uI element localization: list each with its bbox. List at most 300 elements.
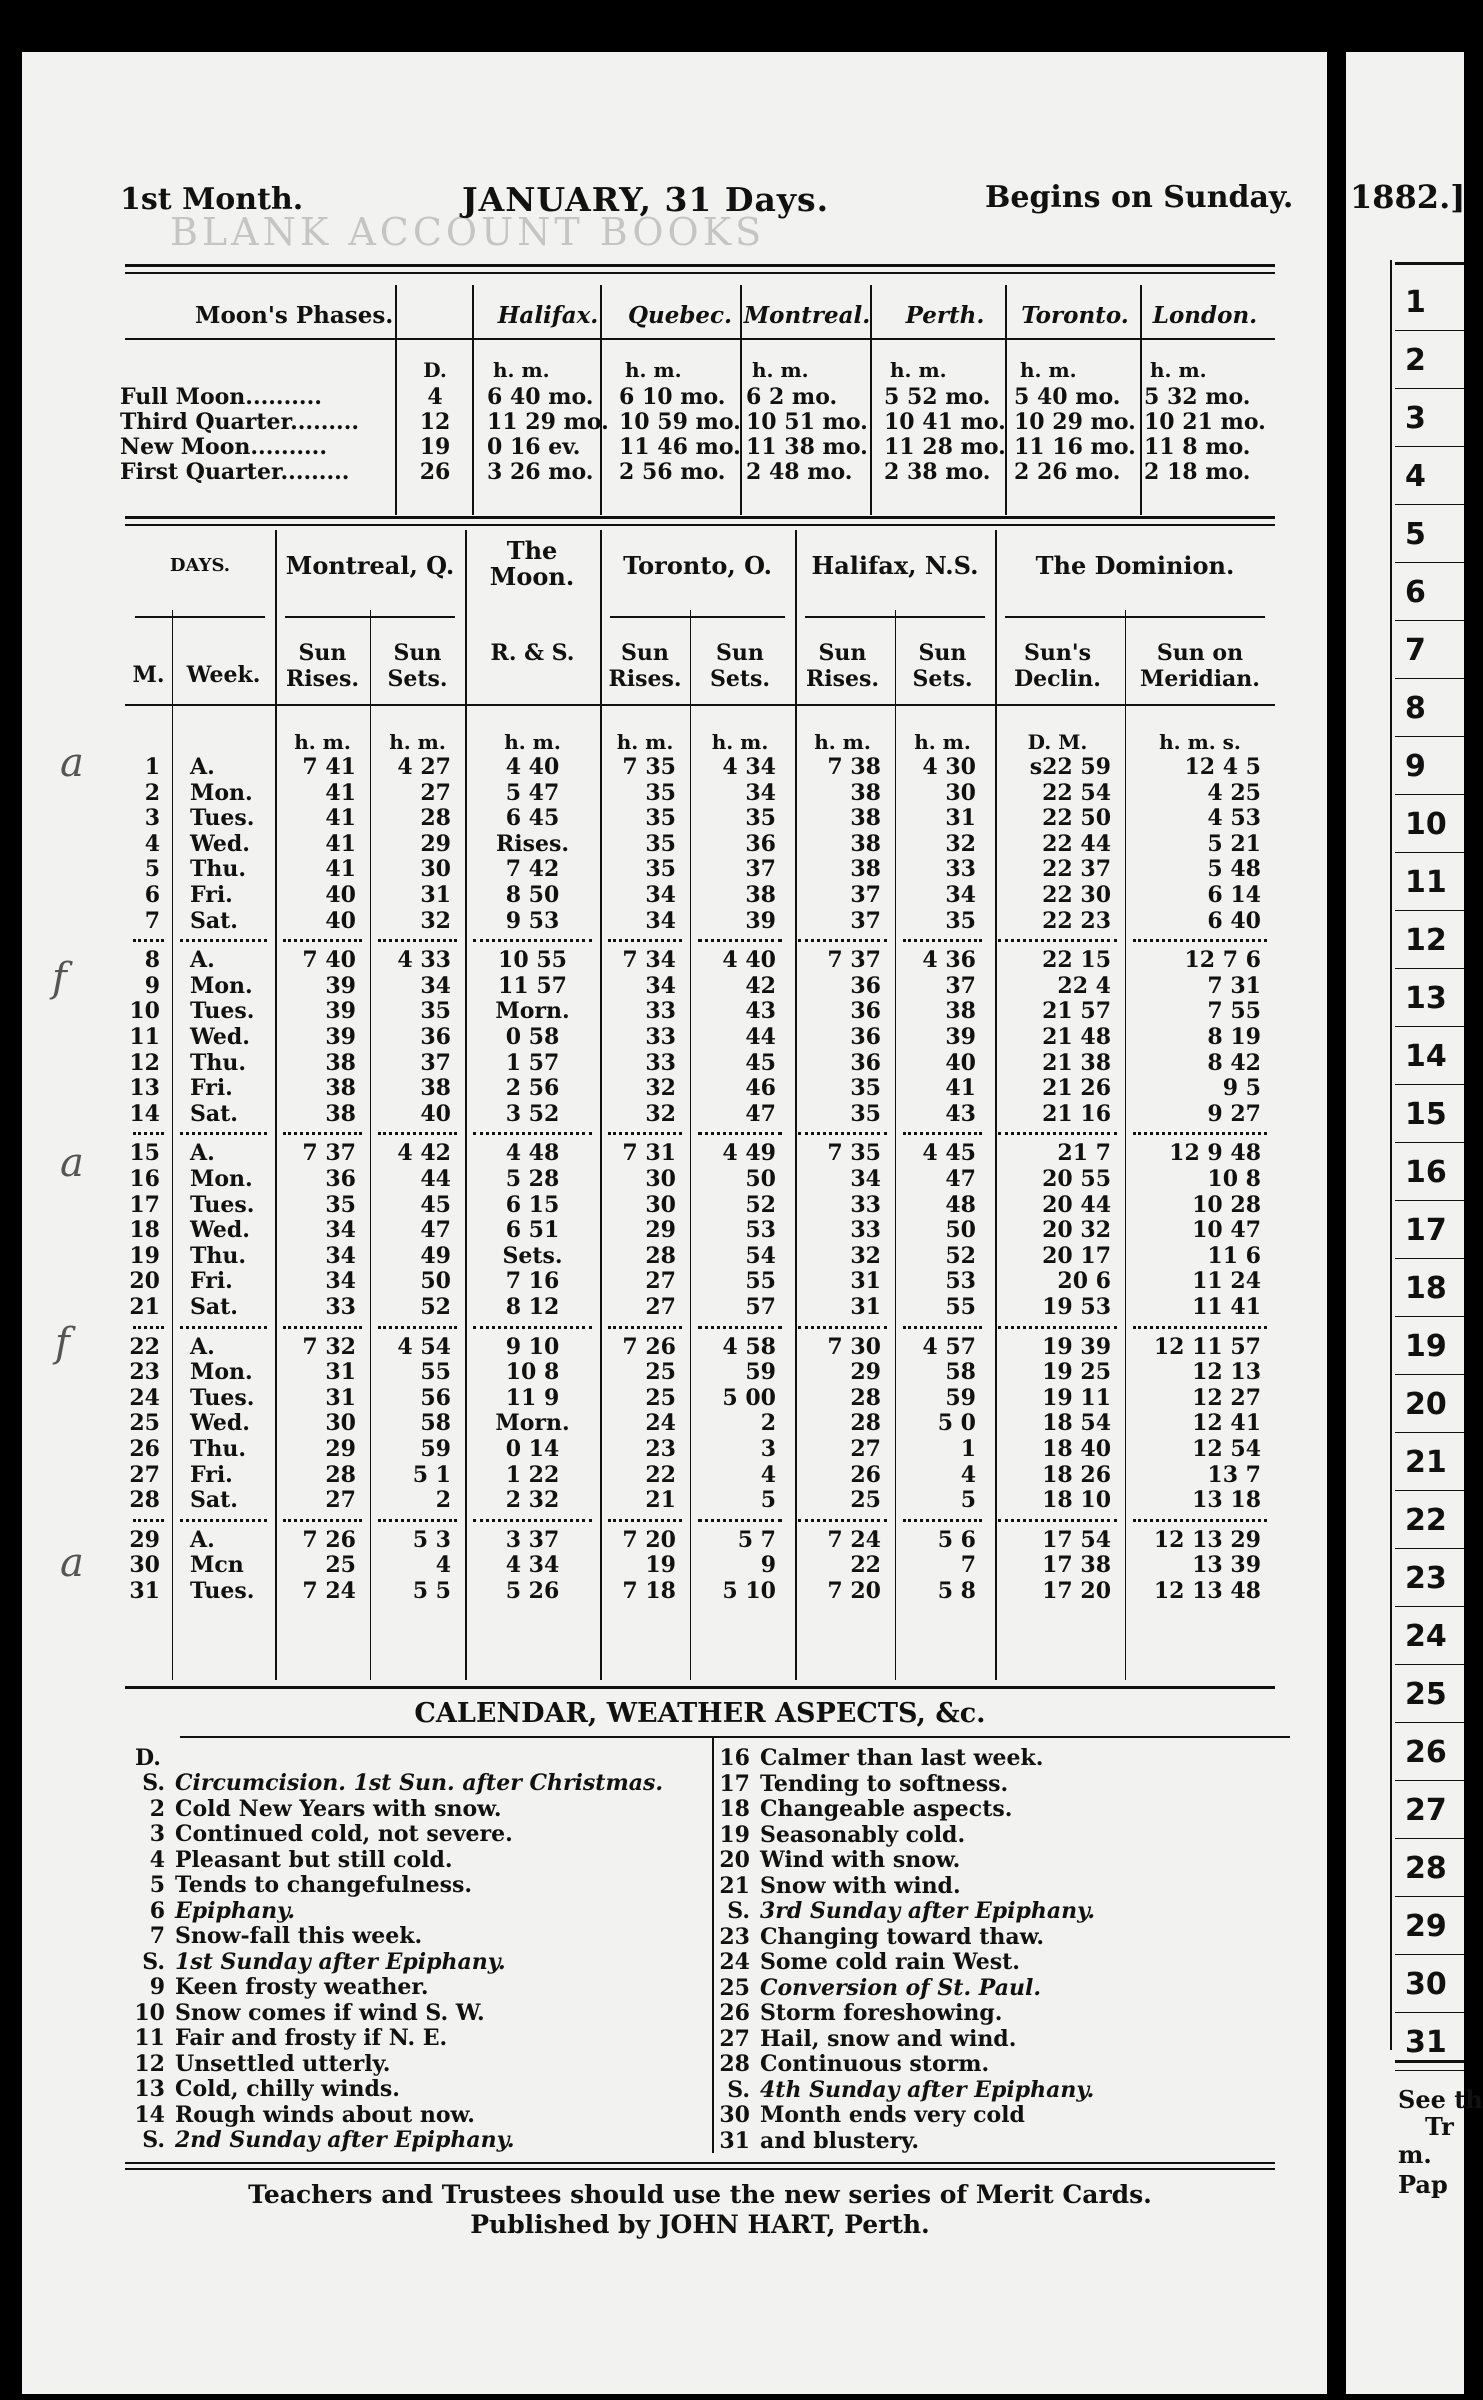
table-cell: 7 31 (622, 1140, 676, 1167)
table-cell: 33 (945, 856, 976, 883)
calendar-entry: Circumcision. 1st Sun. after Christmas. (175, 1770, 664, 1796)
week-separator (798, 939, 887, 942)
calendar-entry: Cold New Years with snow. (175, 1795, 502, 1822)
table-cell: 24 (645, 1410, 676, 1437)
week-separator (378, 939, 457, 942)
week-separator (798, 1519, 887, 1522)
table-cell: 19 25 (1042, 1359, 1111, 1386)
table-cell: 41 (325, 830, 356, 857)
strip-row-rule (1395, 1838, 1464, 1839)
table-cell: 4 33 (397, 947, 451, 974)
calendar-day-number: 23 (719, 1923, 750, 1950)
table-cell: 7 26 (622, 1333, 676, 1360)
strip-day-number: 6 (1405, 575, 1426, 610)
table-cell: 11 9 (505, 1384, 560, 1411)
table-cell: 19 11 (1042, 1384, 1111, 1411)
strip-day-number: 9 (1405, 749, 1426, 784)
calendar-day-number: S. (727, 1898, 750, 1924)
table-cell: 5 (144, 856, 160, 883)
table-cell: Fri. (190, 1268, 233, 1295)
table-cell: 29 (325, 1436, 356, 1462)
phase-day: 4 (427, 384, 443, 410)
table-cell: 9 (760, 1552, 776, 1579)
table-cell: 35 (325, 1191, 356, 1218)
table-cell: 38 (420, 1075, 451, 1102)
table-cell: 20 6 (1057, 1268, 1111, 1295)
table-cell: 5 6 (937, 1526, 976, 1553)
week-separator (473, 1326, 592, 1329)
week-separator (133, 1326, 164, 1329)
week-separator (378, 1132, 457, 1135)
table-cell: 4 42 (397, 1140, 451, 1167)
table-cell: 22 (129, 1333, 160, 1360)
table-cell: 41 (325, 856, 356, 883)
table-cell: 36 (850, 998, 881, 1025)
table-cell: 39 (325, 998, 356, 1025)
phase-day: 26 (419, 459, 451, 485)
table-cell: 34 (850, 1166, 881, 1192)
bleed-through-text: BLANK ACCOUNT BOOKS (170, 210, 766, 254)
table-cell: Thu. (190, 1436, 247, 1462)
calendar-day-number: 30 (719, 2102, 750, 2128)
phase-time: 11 28 mo. (884, 434, 1006, 460)
city-header: Perth. (905, 302, 985, 329)
table-cell: 27 (645, 1294, 676, 1320)
table-cell: 19 39 (1042, 1333, 1111, 1360)
calendar-day-number: 11 (134, 2025, 165, 2051)
strip-row-rule (1395, 388, 1464, 389)
table-cell: 40 (325, 882, 356, 908)
phase-time: 6 40 mo. (487, 384, 594, 410)
table-cell: 13 18 (1192, 1487, 1261, 1514)
table-cell: Tues. (190, 1191, 255, 1218)
table-cell: 22 4 (1057, 972, 1111, 999)
table-cell: 32 (645, 1075, 676, 1102)
strip-day-number: 27 (1405, 1793, 1447, 1828)
table-cell: 35 (420, 998, 451, 1025)
table-cell: 33 (850, 1217, 881, 1244)
unit-label: h. m. (389, 730, 446, 754)
table-cell: 10 8 (1207, 1166, 1261, 1192)
calendar-day-number: 19 (719, 1821, 750, 1848)
table-cell: Thu. (190, 1049, 247, 1076)
calendar-entry: Snow with wind. (760, 1872, 961, 1899)
table-cell: A. (190, 754, 215, 780)
table-cell: 33 (645, 1024, 676, 1050)
strip-day-number: 23 (1405, 1561, 1447, 1596)
table-cell: 44 (745, 1024, 776, 1050)
table-cell: 22 50 (1042, 805, 1111, 832)
group-underline (805, 616, 985, 618)
calendar-entry: Wind with snow. (760, 1847, 961, 1873)
strip-row-rule (1395, 1142, 1464, 1143)
strip-day-number: 3 (1405, 401, 1426, 436)
strip-row-rule (1395, 446, 1464, 447)
week-separator (133, 1519, 164, 1522)
table-cell: 59 (745, 1359, 776, 1386)
table-cell: 45 (420, 1191, 451, 1218)
table-cell: 20 32 (1042, 1217, 1111, 1244)
table-cell: 38 (945, 998, 976, 1025)
week-separator (1133, 1132, 1267, 1135)
unit-label: h. m. (504, 730, 561, 754)
table-group-header: Montreal, Q. (285, 551, 455, 580)
table-cell: 31 (129, 1578, 160, 1604)
table-cell: 15 (129, 1140, 160, 1167)
strip-day-number: 30 (1405, 1967, 1447, 2002)
calendar-day-number: S. (142, 1770, 165, 1796)
table-cell: 29 (129, 1526, 160, 1553)
column-header-rule (125, 704, 1275, 706)
week-separator (180, 1326, 267, 1329)
strip-row-rule (1395, 1896, 1464, 1897)
table-cell: Sat. (190, 1100, 238, 1127)
strip-row-rule (1395, 1548, 1464, 1549)
city-header: Toronto. (1021, 302, 1129, 329)
strip-day-number: 17 (1405, 1213, 1447, 1248)
calendar-entry: Rough winds about now. (175, 2101, 475, 2128)
week-separator (1133, 939, 1267, 942)
table-cell: 7 42 (505, 856, 560, 883)
table-cell: Tues. (190, 1384, 255, 1411)
strip-row-rule (1395, 736, 1464, 737)
table-group-header: Halifax, N.S. (811, 551, 979, 580)
calendar-day-number: 18 (719, 1796, 750, 1822)
month-number-label: 1st Month. (120, 182, 304, 217)
table-cell: Mon. (190, 1166, 253, 1192)
week-separator (283, 1519, 362, 1522)
table-cell: 4 25 (1207, 779, 1261, 806)
strip-row-rule (1395, 910, 1464, 911)
table-cell: 7 37 (302, 1140, 356, 1167)
table-cell: 52 (420, 1294, 451, 1320)
table-cell: Mon. (190, 972, 253, 999)
table-cell: 10 47 (1192, 1217, 1261, 1244)
table-cell: 55 (745, 1268, 776, 1295)
moon-phases-heading: Moon's Phases. (195, 302, 394, 329)
table-cell: 12 9 48 (1169, 1140, 1261, 1167)
calendar-day-number: 25 (719, 1974, 750, 2001)
table-cell: 9 10 (505, 1333, 560, 1360)
hm-label: h. m. (1150, 358, 1207, 382)
table-cell: 40 (945, 1049, 976, 1076)
table-cell: 38 (850, 805, 881, 832)
table-cell: 4 (435, 1552, 451, 1579)
strip-row-rule (1395, 1258, 1464, 1259)
city-header: Montreal. (743, 302, 871, 329)
city-header: London. (1152, 302, 1258, 329)
strip-day-number: 24 (1405, 1619, 1447, 1654)
column-header: Sun Rises. (608, 640, 682, 692)
table-cell: 22 23 (1042, 907, 1111, 934)
strip-row-rule (1395, 620, 1464, 621)
table-cell: 39 (945, 1024, 976, 1050)
strip-row-rule (1395, 1200, 1464, 1201)
calendar-entry: Some cold rain West. (760, 1949, 1020, 1975)
table-cell: Sets. (502, 1242, 563, 1269)
strip-row-rule (1395, 794, 1464, 795)
table-cell: 31 (420, 882, 451, 908)
strip-day-number: 4 (1405, 459, 1426, 494)
week-separator (903, 1326, 982, 1329)
table-cell: 56 (420, 1384, 451, 1411)
table-cell: 30 (645, 1166, 676, 1192)
strip-day-number: 15 (1405, 1097, 1447, 1132)
phase-time: 5 40 mo. (1014, 384, 1121, 410)
table-cell: 59 (945, 1384, 976, 1411)
calendar-heading-rule (180, 1736, 1290, 1738)
table-cell: Sat. (190, 1487, 238, 1514)
table-cell: 4 (960, 1461, 976, 1488)
table-cell: 5 47 (505, 779, 560, 806)
table-cell: 27 (420, 779, 451, 806)
table-cell: 7 55 (1207, 998, 1261, 1025)
hm-label: h. m. (493, 358, 550, 382)
table-cell: 35 (850, 1100, 881, 1127)
table-cell: 38 (850, 830, 881, 857)
table-cell: 37 (745, 856, 776, 883)
table-cell: 34 (745, 779, 776, 806)
unit-label: h. m. (294, 730, 351, 754)
table-cell: 36 (850, 972, 881, 999)
calendar-entry: Changing toward thaw. (760, 1923, 1044, 1950)
table-cell: 5 00 (722, 1384, 776, 1411)
table-cell: 12 13 (1192, 1359, 1261, 1386)
table-cell: 46 (745, 1075, 776, 1102)
table-cell: 8 (144, 947, 160, 974)
table-cell: s22 59 (1029, 754, 1111, 780)
strip-row-rule (1395, 1722, 1464, 1723)
strip-day-number: 25 (1405, 1677, 1447, 1712)
page-title: JANUARY, 31 Days. (462, 180, 830, 219)
unit-label: h. m. (914, 730, 971, 754)
phase-time: 0 16 ev. (487, 434, 581, 460)
column-header: Week. (186, 662, 261, 688)
calendar-day-number: 4 (149, 1846, 165, 1873)
table-cell: 31 (325, 1384, 356, 1411)
calendar-day-number: 21 (719, 1872, 750, 1899)
strip-day-number: 11 (1405, 865, 1447, 900)
table-cell: 12 54 (1192, 1436, 1261, 1462)
table-cell: 11 57 (498, 972, 567, 999)
begins-on-label: Begins on Sunday. (985, 180, 1294, 215)
table-cell: 27 (645, 1268, 676, 1295)
strip-row-rule (1395, 852, 1464, 853)
strip-day-number: 13 (1405, 981, 1447, 1016)
phase-time: 11 8 mo. (1144, 434, 1251, 460)
table-cell: 16 (129, 1166, 160, 1192)
week-separator (133, 939, 164, 942)
table-cell: 28 (645, 1242, 676, 1269)
week-separator (1133, 1326, 1267, 1329)
strip-rule (1390, 260, 1392, 2050)
table-cell: 19 53 (1042, 1294, 1111, 1320)
table-cell: 0 14 (505, 1436, 560, 1462)
table-cell: 34 (420, 972, 451, 999)
table-cell: 39 (325, 1024, 356, 1050)
table-cell: 5 48 (1207, 856, 1261, 883)
table-cell: 5 7 (737, 1526, 776, 1553)
phases-header-rule (125, 338, 1275, 340)
calendar-day-number: 7 (149, 1923, 165, 1949)
week-separator (798, 1326, 887, 1329)
calendar-entry: Cold, chilly winds. (175, 2076, 400, 2102)
top-rule (125, 264, 1275, 267)
table-cell: 22 54 (1042, 779, 1111, 806)
phase-time: 2 48 mo. (746, 459, 853, 485)
column-header: Sun Sets. (709, 640, 771, 692)
phase-time: 6 2 mo. (746, 384, 838, 410)
week-separator (283, 1326, 362, 1329)
strip-note: m. (1398, 2140, 1432, 2169)
table-cell: 33 (645, 1049, 676, 1076)
week-separator (998, 1519, 1117, 1522)
table-cell: 19 (129, 1242, 160, 1269)
strip-day-number: 22 (1405, 1503, 1447, 1538)
strip-day-number: 1 (1405, 285, 1426, 320)
calendar-day-number: 31 (719, 2127, 750, 2154)
table-cell: 47 (745, 1100, 776, 1127)
strip-row-rule (1395, 330, 1464, 331)
table-cell: 4 53 (1207, 805, 1261, 832)
table-cell: 17 20 (1042, 1578, 1111, 1604)
table-cell: 20 17 (1042, 1242, 1111, 1269)
strip-day-number: 10 (1405, 807, 1447, 842)
table-cell: 9 5 (1222, 1075, 1261, 1102)
week-separator (608, 939, 682, 942)
table-cell: Tues. (190, 1578, 255, 1604)
strip-day-number: 31 (1405, 2025, 1447, 2060)
table-cell: 44 (420, 1166, 451, 1192)
week-separator (698, 939, 782, 942)
table-cell: 9 53 (505, 907, 560, 934)
table-cell: 4 48 (505, 1140, 560, 1167)
calendar-day-number: 24 (719, 1949, 750, 1975)
phase-name: New Moon.......... (120, 434, 327, 460)
phase-time: 3 26 mo. (487, 459, 594, 485)
table-cell: 25 (850, 1487, 881, 1514)
week-separator (378, 1519, 457, 1522)
unit-label: h. m. (814, 730, 871, 754)
table-cell: 9 (144, 972, 160, 999)
table-cell: 8 42 (1207, 1049, 1261, 1076)
table-cell: 5 5 (412, 1578, 451, 1604)
table-cell: 11 41 (1192, 1294, 1261, 1320)
table-cell: 35 (850, 1075, 881, 1102)
calendar-entry: Tends to changefulness. (175, 1872, 473, 1898)
phase-time: 2 26 mo. (1014, 459, 1121, 485)
calendar-day-number: 26 (719, 2000, 750, 2026)
table-cell: 4 58 (722, 1333, 776, 1360)
table-cell: 4 45 (922, 1140, 976, 1167)
week-separator (998, 1326, 1117, 1329)
strip-day-number: 20 (1405, 1387, 1447, 1422)
table-cell: 37 (850, 882, 881, 908)
table-cell: 34 (645, 907, 676, 934)
strip-note: Tr (1425, 2112, 1454, 2141)
table-cell: 5 0 (937, 1410, 976, 1437)
week-separator (608, 1326, 682, 1329)
table-group-header: Toronto, O. (623, 551, 772, 580)
column-header: R. & S. (490, 640, 575, 666)
strip-row-rule (1395, 2070, 1464, 2071)
phase-name: Full Moon.......... (120, 384, 322, 410)
strip-row-rule (1395, 678, 1464, 679)
table-cell: 26 (129, 1436, 160, 1462)
margin-mark: a (60, 1140, 84, 1186)
strip-row-rule (1395, 1432, 1464, 1433)
table-cell: 40 (420, 1100, 451, 1127)
week-separator (473, 939, 592, 942)
table-cell: 58 (945, 1359, 976, 1386)
table-cell: 14 (129, 1100, 160, 1127)
table-cell: 35 (945, 907, 976, 934)
calendar-day-number: 3 (149, 1821, 165, 1847)
calendar-entry: Unsettled utterly. (175, 2050, 391, 2077)
hm-label: h. m. (890, 358, 947, 382)
table-cell: 30 (129, 1552, 160, 1579)
table-cell: 11 24 (1192, 1268, 1261, 1295)
table-cell: 21 57 (1042, 998, 1111, 1025)
table-cell: 4 30 (922, 754, 976, 780)
table-cell: 55 (420, 1359, 451, 1386)
table-cell: 4 (760, 1461, 776, 1488)
table-cell: 17 54 (1042, 1526, 1111, 1553)
calendar-day-number: 14 (134, 2101, 165, 2128)
city-header: Quebec. (627, 302, 733, 329)
table-cell: 18 10 (1042, 1487, 1111, 1514)
calendar-entry: Conversion of St. Paul. (760, 1974, 1042, 2001)
strip-row-rule (1395, 1490, 1464, 1491)
table-cell: 24 (129, 1384, 160, 1411)
table-cell: 10 (129, 998, 160, 1025)
calendar-day-label: D. (135, 1745, 161, 1771)
phase-name: Third Quarter......... (120, 409, 360, 435)
table-cell: 33 (850, 1191, 881, 1218)
table-cell: 10 8 (505, 1359, 560, 1386)
table-cell: 10 55 (498, 947, 567, 974)
table-cell: 25 (645, 1384, 676, 1411)
table-cell: 12 13 29 (1153, 1526, 1261, 1553)
table-cell: 7 24 (827, 1526, 881, 1553)
calendar-entry: Tending to softness. (760, 1770, 1009, 1797)
table-cell: 22 37 (1042, 856, 1111, 883)
calendar-entry: Continued cold, not severe. (175, 1821, 513, 1847)
table-cell: 35 (745, 805, 776, 832)
table-cell: 22 44 (1042, 830, 1111, 857)
table-cell: 20 44 (1042, 1191, 1111, 1218)
table-cell: 5 10 (722, 1578, 776, 1604)
calendar-day-number: 16 (719, 1745, 750, 1771)
table-cell: 3 37 (505, 1526, 560, 1553)
calendar-day-number: 13 (134, 2076, 165, 2102)
table-cell: 12 41 (1192, 1410, 1261, 1437)
table-cell: Fri. (190, 1075, 233, 1102)
table-cell: 31 (325, 1359, 356, 1386)
calendar-day-number: 10 (134, 1999, 165, 2026)
table-cell: 35 (645, 856, 676, 883)
strip-note: Pap (1398, 2170, 1448, 2199)
table-cell: 5 26 (505, 1578, 560, 1604)
phases-bottom-rule (125, 516, 1275, 519)
table-cell: Fri. (190, 1461, 233, 1488)
unit-label: h. m. (711, 730, 769, 754)
table-cell: 52 (945, 1242, 976, 1269)
phase-time: 10 21 mo. (1144, 409, 1266, 435)
week-separator (608, 1519, 682, 1522)
table-cell: 13 39 (1192, 1552, 1261, 1579)
calendar-entry: Snow-fall this week. (175, 1923, 423, 1949)
